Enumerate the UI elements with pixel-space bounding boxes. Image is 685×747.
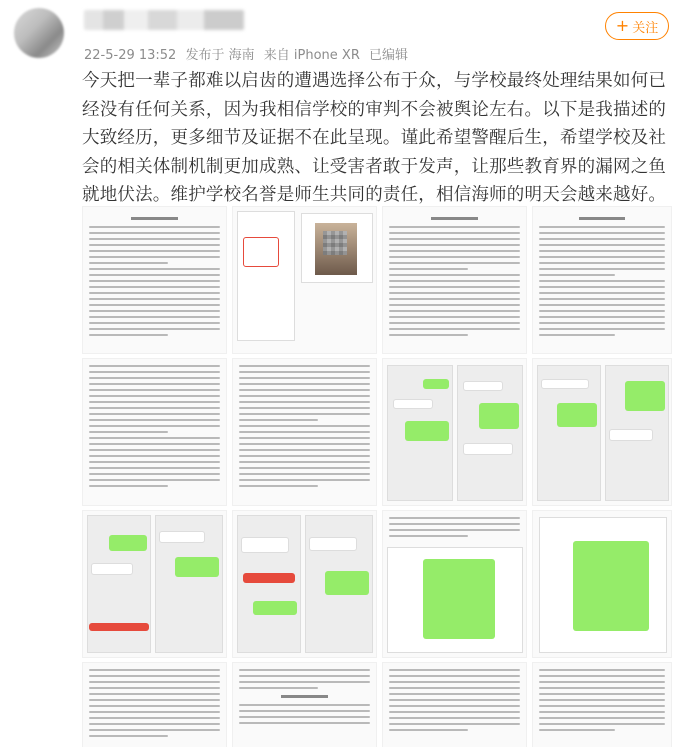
image-thumbnail-16[interactable] (532, 662, 672, 747)
post-edited[interactable]: 已编辑 (369, 48, 409, 63)
document-page (239, 669, 370, 744)
image-thumbnail-10[interactable] (232, 510, 377, 658)
document-page (89, 669, 220, 744)
plus-icon: + (615, 16, 630, 35)
image-thumbnail-1[interactable] (82, 206, 227, 354)
image-thumbnail-4[interactable] (532, 206, 672, 354)
image-thumbnail-14[interactable] (232, 662, 377, 747)
post-meta (84, 44, 413, 63)
document-page (239, 365, 370, 499)
image-grid (82, 206, 672, 747)
document-page (89, 213, 220, 347)
image-thumbnail-3[interactable] (382, 206, 527, 354)
image-thumbnail-11[interactable] (382, 510, 527, 658)
image-thumbnail-7[interactable] (382, 358, 527, 506)
follow-label: 关注 (632, 20, 659, 36)
document-page (539, 213, 665, 347)
image-thumbnail-2[interactable] (232, 206, 377, 354)
image-thumbnail-8[interactable] (532, 358, 672, 506)
document-page (389, 669, 520, 744)
avatar[interactable] (14, 8, 64, 58)
image-thumbnail-13[interactable] (82, 662, 227, 747)
image-thumbnail-9[interactable] (82, 510, 227, 658)
image-thumbnail-15[interactable] (382, 662, 527, 747)
document-page (89, 365, 220, 499)
avatar-area[interactable] (0, 0, 80, 70)
post-date[interactable]: 22-5-29 13:52 (84, 48, 177, 63)
image-thumbnail-5[interactable] (82, 358, 227, 506)
post-text: 今天把一辈子都难以启齿的遭遇选择公布于众，与学校最终处理结果如何已经没有任何关系，因为我相信学校的审判不会被舆论左右。以下是我描述的大致经历，更多细节及证据不在此呈现。谨此希望警醒后生，希望学校及社会的相关体制机制更加成熟、让受害者敢于发声，让那些教育界的漏网之鱼就地伏法。维护学校名誉是师生共同的责任，相信海师的明天会越来越好。 (82, 71, 667, 205)
username-blurred[interactable] (84, 10, 244, 30)
follow-button[interactable] (605, 12, 669, 40)
image-thumbnail-12[interactable] (532, 510, 672, 658)
document-page (539, 669, 665, 744)
post-device: 来自 iPhone XR (263, 48, 360, 63)
image-thumbnail-6[interactable] (232, 358, 377, 506)
document-page (389, 213, 520, 347)
post-location: 发布于 海南 (185, 48, 255, 63)
